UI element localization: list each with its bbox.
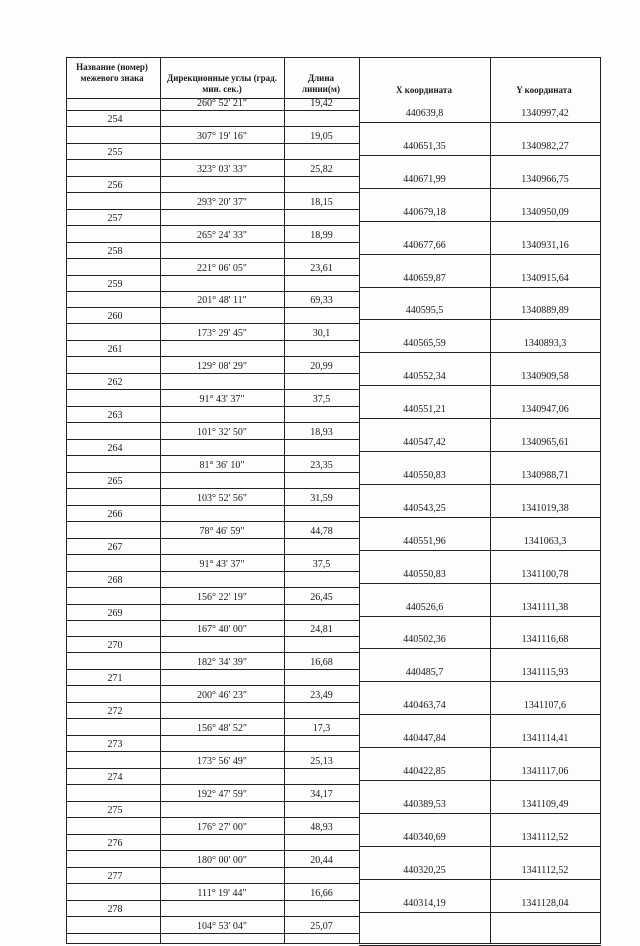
point-name: 259 [107, 279, 123, 290]
point-y: 1340893,3 [523, 338, 567, 349]
segment-angle: 129° 08' 29" [197, 361, 247, 373]
row-rule [66, 505, 359, 506]
row-rule [359, 451, 601, 452]
row-rule [66, 768, 359, 769]
segment-angle: 103° 52' 56" [197, 492, 247, 504]
point-x: 440651,35 [403, 141, 446, 152]
table-border-right [600, 57, 601, 943]
table-border-left [66, 57, 67, 943]
row-rule [66, 242, 359, 243]
row-rule [66, 784, 359, 785]
point-y: 1341115,93 [521, 667, 569, 678]
row-rule [66, 422, 359, 423]
row-rule [359, 188, 601, 189]
row-rule [359, 550, 601, 551]
point-y: 1340889,89 [521, 305, 569, 316]
segment-angle: 260° 52' 21" [197, 98, 247, 109]
point-y: 1340965,61 [521, 437, 569, 448]
row-rule [359, 319, 601, 320]
segment-length: 18,99 [310, 229, 333, 241]
point-name: 275 [107, 805, 123, 816]
row-rule [66, 521, 359, 522]
point-name: 274 [107, 772, 123, 783]
row-rule [359, 714, 601, 715]
row-rule [66, 488, 359, 489]
row-rule [66, 850, 359, 851]
segment-angle: 293° 20' 37" [197, 196, 247, 208]
segment-angle: 265° 24' 33" [197, 229, 247, 241]
row-rule [359, 780, 601, 781]
point-name: 263 [107, 410, 123, 421]
row-rule [66, 817, 359, 818]
segment-angle: 81° 36' 10" [199, 459, 245, 471]
point-name: 273 [107, 739, 123, 750]
row-rule [66, 916, 359, 917]
point-name: 267 [107, 542, 123, 553]
row-rule [359, 517, 601, 518]
segment-length: 23,61 [310, 262, 333, 274]
point-name: 262 [107, 377, 123, 388]
point-x: 440595,5 [405, 305, 444, 316]
table-border-top [66, 57, 601, 58]
segment-length: 44,78 [310, 525, 333, 537]
row-rule [66, 652, 359, 653]
table-divider [490, 57, 491, 943]
point-name: 276 [107, 838, 123, 849]
point-name: 269 [107, 608, 123, 619]
point-x: 440659,87 [403, 273, 446, 284]
row-rule [66, 275, 359, 276]
segment-length: 37,5 [312, 394, 331, 406]
point-x: 440671,99 [403, 174, 446, 185]
segment-length: 31,59 [310, 492, 333, 504]
row-rule [66, 554, 359, 555]
point-name: 270 [107, 640, 123, 651]
segment-angle: 221° 06' 05" [197, 262, 247, 274]
point-name: 254 [107, 114, 123, 125]
point-y: 1340997,42 [521, 108, 569, 119]
point-x: 440551,96 [403, 536, 446, 547]
segment-length: 19,42 [310, 98, 333, 109]
row-rule [359, 681, 601, 682]
row-rule [66, 587, 359, 588]
row-rule [66, 356, 359, 357]
point-name: 265 [107, 476, 123, 487]
row-rule [359, 879, 601, 880]
point-y: 1340950,09 [521, 207, 569, 218]
segment-angle: 173° 56' 49" [197, 756, 247, 767]
segment-length: 48,93 [310, 821, 333, 833]
row-rule [66, 176, 359, 177]
segment-angle: 78° 46' 59" [199, 525, 245, 537]
row-rule [359, 616, 601, 617]
segment-length: 20,99 [310, 361, 333, 373]
row-rule [66, 751, 359, 752]
table-divider [359, 57, 360, 943]
segment-angle: 101° 32' 50" [197, 427, 247, 438]
row-rule [66, 900, 359, 901]
segment-angle: 91° 43' 37" [199, 394, 245, 406]
row-rule [359, 747, 601, 748]
row-rule [66, 209, 359, 210]
segment-angle: 91° 43' 37" [199, 558, 245, 570]
segment-length: 18,93 [310, 427, 333, 438]
row-rule [359, 912, 601, 913]
point-x: 440447,84 [403, 733, 446, 744]
row-rule [359, 583, 601, 584]
segment-angle: 104° 53' 04" [197, 920, 247, 932]
point-y: 1341112,52 [521, 832, 569, 843]
row-rule [66, 604, 359, 605]
row-rule [66, 538, 359, 539]
point-y: 1341112,52 [521, 865, 569, 876]
table-border-bottom [66, 943, 601, 944]
table-divider [284, 57, 285, 943]
segment-length: 23,35 [310, 459, 333, 471]
segment-angle: 180° 00' 00" [197, 854, 247, 866]
header-x: X координата [396, 85, 452, 95]
row-rule [66, 192, 359, 193]
header-length: Длина линии(м) [302, 73, 340, 94]
point-y: 1341116,68 [521, 634, 569, 645]
segment-angle: 200° 46' 23" [197, 690, 247, 702]
segment-length: 18,15 [310, 196, 333, 208]
segment-angle: 182° 34' 39" [197, 657, 247, 669]
point-x: 440551,21 [403, 404, 446, 415]
table-divider [160, 57, 161, 943]
point-name: 257 [107, 213, 123, 224]
header-y: Y координата [516, 85, 572, 95]
point-x: 440543,25 [403, 503, 446, 514]
row-rule [359, 418, 601, 419]
row-rule [359, 287, 601, 288]
segment-length: 30,1 [312, 328, 331, 340]
row-rule [359, 254, 601, 255]
row-rule [66, 883, 359, 884]
segment-length: 24,81 [310, 624, 333, 636]
point-x: 440550,83 [403, 569, 446, 580]
point-x: 440639,8 [405, 108, 444, 119]
row-rule [359, 813, 601, 814]
point-name: 260 [107, 311, 123, 322]
row-rule [359, 155, 601, 156]
point-name: 255 [107, 147, 123, 158]
point-y: 1340931,16 [521, 240, 569, 251]
header-angles: Дирекционные углы (град. мин. сек.) [167, 73, 277, 94]
segment-length: 37,5 [312, 558, 331, 570]
segment-length: 25,13 [310, 756, 333, 767]
row-rule [66, 571, 359, 572]
point-x: 440679,18 [403, 207, 446, 218]
point-y: 1341100,78 [521, 569, 569, 580]
segment-length: 16,68 [310, 657, 333, 669]
segment-length: 69,33 [310, 295, 333, 307]
point-x: 440314,19 [403, 898, 446, 909]
row-rule [66, 258, 359, 259]
segment-angle: 176° 27' 00" [197, 821, 247, 833]
row-rule [359, 221, 601, 222]
row-rule [66, 389, 359, 390]
point-x: 440422,85 [403, 766, 446, 777]
row-rule [359, 385, 601, 386]
point-x: 440389,53 [403, 799, 446, 810]
point-x: 440565,59 [403, 338, 446, 349]
segment-length: 20,44 [310, 854, 333, 866]
row-rule [359, 352, 601, 353]
segment-angle: 156° 22' 19" [197, 591, 247, 603]
row-rule [66, 867, 359, 868]
point-name: 266 [107, 509, 123, 520]
point-name: 272 [107, 706, 123, 717]
header-name: Название (номер) межевого знака [76, 62, 148, 83]
row-rule [66, 834, 359, 835]
row-rule [66, 126, 359, 127]
row-rule [66, 406, 359, 407]
point-y: 1340915,64 [521, 273, 569, 284]
point-x: 440502,36 [403, 634, 446, 645]
segment-angle: 156° 48' 52" [197, 723, 247, 735]
point-name: 278 [107, 904, 123, 915]
point-y: 1340966,75 [521, 174, 569, 185]
row-rule [359, 846, 601, 847]
segment-length: 25,82 [310, 163, 333, 175]
row-rule [66, 323, 359, 324]
point-y: 1340988,71 [521, 470, 569, 481]
point-y: 1341107,6 [523, 700, 567, 711]
row-rule [66, 735, 359, 736]
segment-angle: 201° 48' 11" [197, 295, 247, 307]
row-rule [66, 159, 359, 160]
point-x: 440526,6 [405, 602, 444, 613]
segment-angle: 192° 47' 59" [197, 788, 247, 800]
row-rule [66, 620, 359, 621]
row-rule [359, 484, 601, 485]
point-y: 1341114,41 [521, 733, 569, 744]
point-x: 440552,34 [403, 371, 446, 382]
point-x: 440320,25 [403, 865, 446, 876]
row-rule [66, 472, 359, 473]
segment-length: 26,45 [310, 591, 333, 603]
point-y: 1340947,06 [521, 404, 569, 415]
point-name: 256 [107, 180, 123, 191]
point-name: 271 [107, 673, 123, 684]
segment-length: 16,66 [310, 887, 333, 899]
segment-angle: 173° 29' 45" [197, 328, 247, 340]
point-name: 268 [107, 575, 123, 586]
row-rule [66, 685, 359, 686]
segment-length: 19,05 [310, 130, 333, 142]
point-y: 1340982,27 [521, 141, 569, 152]
row-rule [66, 439, 359, 440]
segment-angle: 111° 19' 44" [197, 887, 247, 899]
segment-angle: 307° 19' 16" [197, 130, 247, 142]
point-y: 1340909,58 [521, 371, 569, 382]
row-rule [66, 110, 359, 111]
segment-length: 23,49 [310, 690, 333, 702]
point-name: 277 [107, 871, 123, 882]
point-y: 1341109,49 [521, 799, 569, 810]
segment-angle: 323° 03' 33" [197, 163, 247, 175]
point-x: 440550,83 [403, 470, 446, 481]
point-y: 1341019,38 [521, 503, 569, 514]
segment-length: 34,17 [310, 788, 333, 800]
row-rule [66, 933, 359, 934]
point-y: 1341063,3 [523, 536, 567, 547]
point-x: 440547,42 [403, 437, 446, 448]
row-rule [66, 455, 359, 456]
row-rule [66, 291, 359, 292]
point-x: 440485,7 [405, 667, 444, 678]
point-y: 1341128,04 [521, 898, 569, 909]
point-name: 264 [107, 443, 123, 454]
point-name: 261 [107, 344, 123, 355]
segment-length: 25,07 [310, 920, 333, 932]
segment-length: 17,3 [312, 723, 331, 735]
row-rule [66, 718, 359, 719]
point-x: 440677,66 [403, 240, 446, 251]
row-rule [359, 648, 601, 649]
point-name: 258 [107, 246, 123, 257]
point-y: 1341111,38 [521, 602, 569, 613]
row-rule [66, 143, 359, 144]
point-x: 440340,69 [403, 832, 446, 843]
segment-angle: 167° 40' 00" [197, 624, 247, 636]
point-y: 1341117,06 [521, 766, 569, 777]
point-x: 440463,74 [403, 700, 446, 711]
row-rule [66, 801, 359, 802]
row-rule [66, 225, 359, 226]
row-rule [359, 122, 601, 123]
